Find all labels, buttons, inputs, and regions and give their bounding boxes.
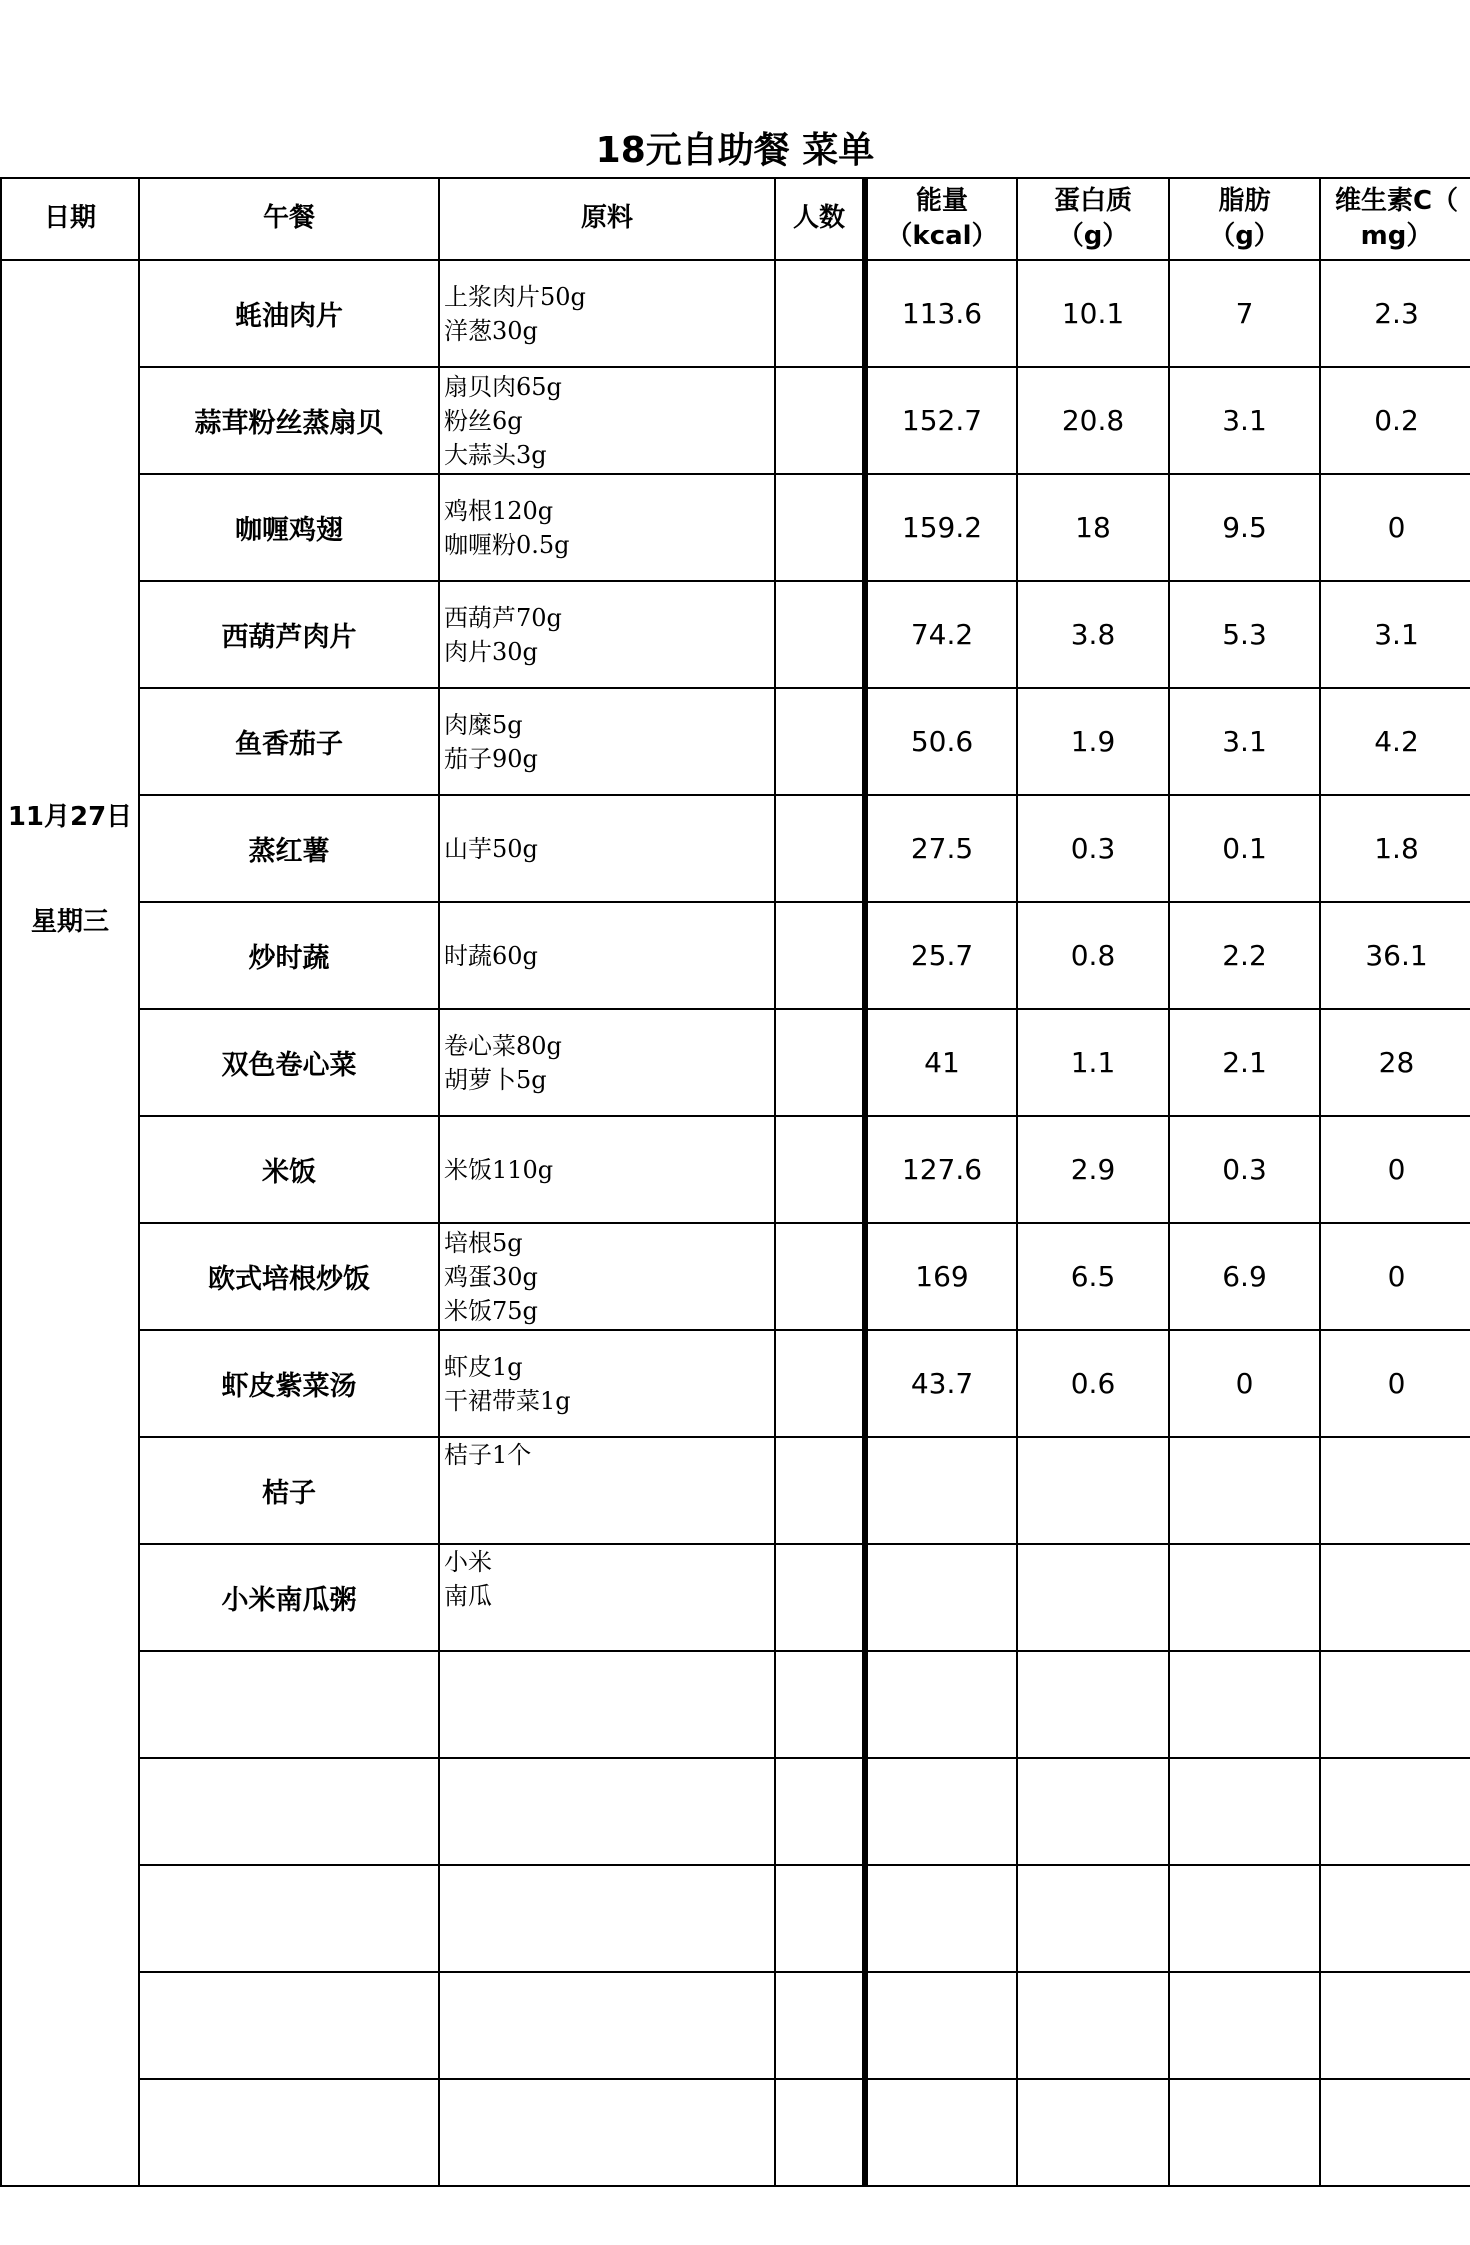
ingredients-cell — [439, 795, 775, 902]
protein-value: 1.9 — [1017, 688, 1169, 795]
ingredients-cell — [439, 1330, 775, 1437]
date-day: 11月27日 — [7, 802, 133, 832]
header-fat-line1: 脂肪 — [1218, 185, 1271, 216]
dish-name — [139, 1865, 439, 1972]
protein-value: 2.9 — [1017, 1116, 1169, 1223]
header-vitc-line1: 维生素C（ — [1334, 185, 1459, 216]
ingredients-cell — [439, 1223, 775, 1330]
header-protein — [1017, 178, 1169, 260]
people-cell — [775, 1758, 865, 1865]
energy-value: 27.5 — [865, 795, 1017, 902]
fat-value: 9.5 — [1169, 474, 1320, 581]
fat-value: 6.9 — [1169, 1223, 1320, 1330]
energy-value — [865, 1972, 1017, 2079]
dish-name: 蚝油肉片 — [139, 260, 439, 367]
ingredients-cell — [439, 367, 775, 474]
protein-value — [1017, 1544, 1169, 1651]
protein-value — [1017, 1651, 1169, 1758]
protein-value — [1017, 1865, 1169, 1972]
ingredient-line: 扇贝肉65g — [444, 372, 562, 401]
vitc-value: 0 — [1320, 1223, 1470, 1330]
ingredients-cell — [439, 260, 775, 367]
table-row — [1, 1116, 1470, 1223]
table-row — [1, 1009, 1470, 1116]
dish-name: 蒸红薯 — [139, 795, 439, 902]
protein-value: 0.3 — [1017, 795, 1169, 902]
dish-name: 虾皮紫菜汤 — [139, 1330, 439, 1437]
fat-value: 3.1 — [1169, 688, 1320, 795]
header-protein-line2: （g） — [1057, 221, 1129, 251]
dish-name: 双色卷心菜 — [139, 1009, 439, 1116]
protein-value: 3.8 — [1017, 581, 1169, 688]
ingredient-line: 米饭110g — [444, 1155, 554, 1184]
fat-value — [1169, 1437, 1320, 1544]
header-fat-line2: （g） — [1209, 221, 1280, 251]
people-cell — [775, 1223, 865, 1330]
ingredients-cell — [439, 688, 775, 795]
vitc-value: 0 — [1320, 1116, 1470, 1223]
protein-value: 0.8 — [1017, 902, 1169, 1009]
protein-value: 10.1 — [1017, 260, 1169, 367]
table-row — [1, 474, 1470, 581]
energy-value: 74.2 — [865, 581, 1017, 688]
ingredients-cell — [439, 1544, 775, 1651]
people-cell — [775, 1116, 865, 1223]
vitc-value: 36.1 — [1320, 902, 1470, 1009]
dish-name: 桔子 — [139, 1437, 439, 1544]
vitc-value — [1320, 2079, 1470, 2186]
vitc-value — [1320, 1437, 1470, 1544]
people-cell — [775, 1972, 865, 2079]
ingredient-line: 大蒜头3g — [444, 440, 547, 469]
table-row — [1, 260, 1470, 367]
header-people: 人数 — [775, 178, 865, 260]
ingredient-line: 卷心菜80g — [444, 1031, 562, 1060]
ingredient-line: 虾皮1g — [444, 1352, 523, 1381]
ingredients-cell — [439, 1009, 775, 1116]
people-cell — [775, 1544, 865, 1651]
ingredients-cell — [439, 1651, 775, 1758]
fat-value: 0.3 — [1169, 1116, 1320, 1223]
ingredient-line: 西葫芦70g — [444, 603, 562, 632]
energy-value — [865, 1651, 1017, 1758]
ingredient-line: 肉片30g — [444, 637, 538, 666]
ingredients-cell — [439, 1758, 775, 1865]
table-row — [1, 1758, 1470, 1865]
ingredient-line: 时蔬60g — [444, 941, 538, 970]
ingredient-line: 干裙带菜1g — [444, 1386, 571, 1415]
header-energy-line2: （kcal） — [886, 221, 998, 251]
energy-value: 113.6 — [865, 260, 1017, 367]
ingredient-line: 小米 — [444, 1548, 492, 1576]
vitc-value: 28 — [1320, 1009, 1470, 1116]
dish-name: 咖喱鸡翅 — [139, 474, 439, 581]
people-cell — [775, 260, 865, 367]
table-row — [1, 1651, 1470, 1758]
people-cell — [775, 1009, 865, 1116]
table-row — [1, 367, 1470, 474]
energy-value — [865, 1437, 1017, 1544]
ingredient-line: 咖喱粉0.5g — [444, 530, 570, 559]
ingredients-cell — [439, 902, 775, 1009]
table-row — [1, 2079, 1470, 2186]
dish-name — [139, 1972, 439, 2079]
ingredient-line: 培根5g — [444, 1228, 523, 1257]
energy-value: 159.2 — [865, 474, 1017, 581]
protein-value — [1017, 1972, 1169, 2079]
energy-value: 25.7 — [865, 902, 1017, 1009]
people-cell — [775, 688, 865, 795]
protein-value: 6.5 — [1017, 1223, 1169, 1330]
energy-value: 152.7 — [865, 367, 1017, 474]
fat-value: 2.1 — [1169, 1009, 1320, 1116]
people-cell — [775, 474, 865, 581]
people-cell — [775, 2079, 865, 2186]
energy-value — [865, 1865, 1017, 1972]
vitc-value — [1320, 1651, 1470, 1758]
fat-value — [1169, 1651, 1320, 1758]
vitc-value: 0.2 — [1320, 367, 1470, 474]
ingredient-line: 鸡根120g — [444, 496, 554, 525]
energy-value — [865, 2079, 1017, 2186]
ingredient-line: 山芋50g — [444, 834, 538, 863]
menu-table — [0, 177, 1470, 2187]
protein-value — [1017, 1437, 1169, 1544]
people-cell — [775, 902, 865, 1009]
protein-value — [1017, 1758, 1169, 1865]
table-row — [1, 1330, 1470, 1437]
energy-value: 43.7 — [865, 1330, 1017, 1437]
ingredient-line: 茄子90g — [444, 744, 538, 773]
vitc-value — [1320, 1544, 1470, 1651]
protein-value: 1.1 — [1017, 1009, 1169, 1116]
dish-name: 西葫芦肉片 — [139, 581, 439, 688]
ingredients-cell — [439, 2079, 775, 2186]
dish-name: 蒜茸粉丝蒸扇贝 — [139, 367, 439, 474]
date-cell — [1, 260, 139, 2186]
vitc-value: 4.2 — [1320, 688, 1470, 795]
header-ingredients: 原料 — [439, 178, 775, 260]
ingredients-cell — [439, 1437, 775, 1544]
ingredients-cell — [439, 1116, 775, 1223]
fat-value — [1169, 1544, 1320, 1651]
fat-value: 0 — [1169, 1330, 1320, 1437]
energy-value — [865, 1544, 1017, 1651]
fat-value: 0.1 — [1169, 795, 1320, 902]
header-vitc-line2: mg） — [1360, 221, 1433, 251]
people-cell — [775, 367, 865, 474]
fat-value — [1169, 1865, 1320, 1972]
protein-value — [1017, 2079, 1169, 2186]
ingredient-line: 桔子1个 — [444, 1441, 532, 1469]
people-cell — [775, 795, 865, 902]
protein-value: 0.6 — [1017, 1330, 1169, 1437]
dish-name: 米饭 — [139, 1116, 439, 1223]
vitc-value — [1320, 1865, 1470, 1972]
ingredient-line: 南瓜 — [444, 1582, 492, 1610]
energy-value — [865, 1758, 1017, 1865]
ingredients-cell — [439, 1865, 775, 1972]
fat-value: 5.3 — [1169, 581, 1320, 688]
fat-value: 2.2 — [1169, 902, 1320, 1009]
header-protein-line1: 蛋白质 — [1053, 185, 1132, 216]
dish-name — [139, 2079, 439, 2186]
ingredient-line: 粉丝6g — [444, 406, 523, 435]
header-date: 日期 — [1, 178, 139, 260]
dish-name: 鱼香茄子 — [139, 688, 439, 795]
table-row — [1, 902, 1470, 1009]
vitc-value — [1320, 1758, 1470, 1865]
dish-name: 小米南瓜粥 — [139, 1544, 439, 1651]
fat-value: 7 — [1169, 260, 1320, 367]
ingredient-line: 米饭75g — [444, 1296, 538, 1325]
table-row — [1, 1223, 1470, 1330]
fat-value — [1169, 1972, 1320, 2079]
vitc-value: 3.1 — [1320, 581, 1470, 688]
vitc-value: 1.8 — [1320, 795, 1470, 902]
table-row — [1, 1972, 1470, 2079]
energy-value: 127.6 — [865, 1116, 1017, 1223]
ingredient-line: 洋葱30g — [444, 316, 538, 345]
header-fat — [1169, 178, 1320, 260]
dish-name: 炒时蔬 — [139, 902, 439, 1009]
header-energy-line1: 能量 — [915, 185, 968, 216]
dish-name — [139, 1651, 439, 1758]
vitc-value: 0 — [1320, 474, 1470, 581]
table-row — [1, 1437, 1470, 1544]
vitc-value: 0 — [1320, 1330, 1470, 1437]
table-row — [1, 688, 1470, 795]
people-cell — [775, 1330, 865, 1437]
people-cell — [775, 1651, 865, 1758]
people-cell — [775, 581, 865, 688]
ingredient-line: 鸡蛋30g — [444, 1262, 538, 1291]
page-title: 18元自助餐 菜单 — [595, 130, 875, 171]
people-cell — [775, 1437, 865, 1544]
ingredient-line: 上浆肉片50g — [444, 282, 586, 311]
fat-value: 3.1 — [1169, 367, 1320, 474]
protein-value: 20.8 — [1017, 367, 1169, 474]
header-row — [1, 178, 1470, 260]
people-cell — [775, 1865, 865, 1972]
energy-value: 41 — [865, 1009, 1017, 1116]
table-row — [1, 795, 1470, 902]
header-energy — [865, 178, 1017, 260]
protein-value: 18 — [1017, 474, 1169, 581]
ingredient-line: 肉糜5g — [444, 710, 523, 739]
table-row — [1, 1865, 1470, 1972]
dish-name: 欧式培根炒饭 — [139, 1223, 439, 1330]
menu-body — [1, 260, 1470, 2186]
dish-name — [139, 1758, 439, 1865]
table-row — [1, 1544, 1470, 1651]
header-vitc — [1320, 178, 1470, 260]
ingredients-cell — [439, 1972, 775, 2079]
energy-value: 50.6 — [865, 688, 1017, 795]
vitc-value — [1320, 1972, 1470, 2079]
vitc-value: 2.3 — [1320, 260, 1470, 367]
fat-value — [1169, 2079, 1320, 2186]
table-row — [1, 581, 1470, 688]
ingredients-cell — [439, 581, 775, 688]
energy-value: 169 — [865, 1223, 1017, 1330]
date-weekday: 星期三 — [30, 907, 109, 937]
ingredient-line: 胡萝卜5g — [444, 1065, 547, 1094]
fat-value — [1169, 1758, 1320, 1865]
ingredients-cell — [439, 474, 775, 581]
header-lunch: 午餐 — [139, 178, 439, 260]
